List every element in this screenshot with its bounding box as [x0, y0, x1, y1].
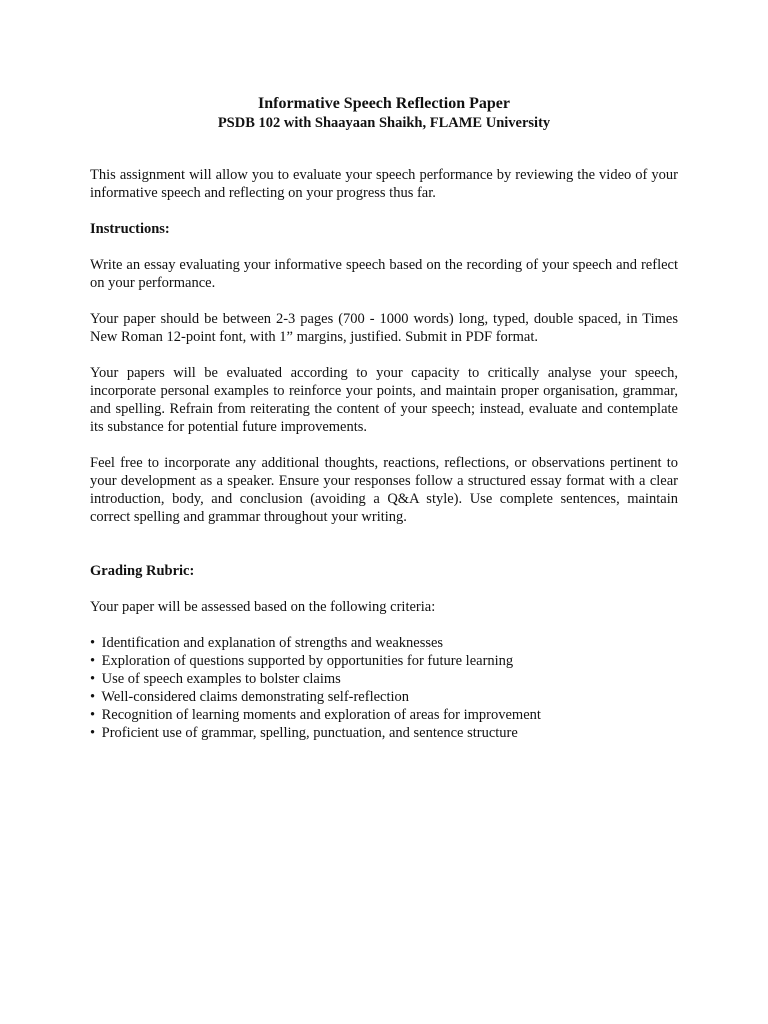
criteria-item [90, 670, 678, 688]
criteria-text: Recognition of learning moments and exploration of areas for improvement [101, 707, 541, 723]
criteria-text: Well-considered claims demonstrating self-reflection [101, 689, 410, 705]
rubric-intro: Your paper will be assessed based on the following criteria: [90, 599, 436, 615]
bullet-icon: • [90, 689, 96, 705]
criteria-text: Proficient use of grammar, spelling, punctuation, and sentence structure [101, 725, 518, 741]
intro-paragraph: This assignment will allow you to evaluate your speech performance by reviewing the video of your informative speech and reflecting on your progress thus far. [90, 167, 678, 201]
instruction-paragraph: Feel free to incorporate any additional thoughts, reactions, reflections, or observations pertinent to your development as a speaker. Ensure your responses follow a structured essay format with a clear introduction, body, and conclusion (avoiding a Q&A style). Use complete sentences, maintain correct spelling and grammar throughout your writing. [90, 455, 678, 525]
document-page [90, 94, 678, 742]
criteria-item [90, 706, 678, 724]
criteria-item [90, 652, 678, 670]
criteria-text: Identification and explanation of strengths and weaknesses [101, 635, 444, 651]
criteria-text: Exploration of questions supported by opportunities for future learning [101, 653, 514, 669]
bullet-icon: • [90, 635, 96, 651]
bullet-icon: • [90, 725, 96, 741]
criteria-item [90, 688, 678, 706]
instruction-paragraph: Write an essay evaluating your informative speech based on the recording of your speech and reflect on your performance. [90, 257, 678, 291]
criteria-item [90, 724, 678, 742]
bullet-icon: • [90, 653, 96, 669]
instruction-paragraph: Your paper should be between 2-3 pages (700 - 1000 words) long, typed, double spaced, in Times New Roman 12-point font, with 1” margins, justified. Submit in PDF format. [90, 311, 678, 345]
criteria-text: Use of speech examples to bolster claims [101, 671, 341, 687]
bullet-icon: • [90, 671, 96, 687]
bullet-icon: • [90, 707, 96, 723]
rubric-heading: Grading Rubric: [90, 563, 195, 579]
criteria-item [90, 634, 678, 652]
document-title: Informative Speech Reflection Paper [258, 95, 510, 112]
instruction-paragraph: Your papers will be evaluated according to your capacity to critically analyse your speech, incorporate personal examples to reinforce your points, and maintain proper organisation, grammar, and spelling. Refrain from reiterating the content of your speech; instead, evaluate and contemplate its substance for potential future improvements. [90, 365, 678, 435]
instructions-heading: Instructions: [90, 221, 170, 237]
document-subtitle: PSDB 102 with Shaayaan Shaikh, FLAME University [217, 115, 551, 131]
criteria-list [90, 634, 678, 742]
